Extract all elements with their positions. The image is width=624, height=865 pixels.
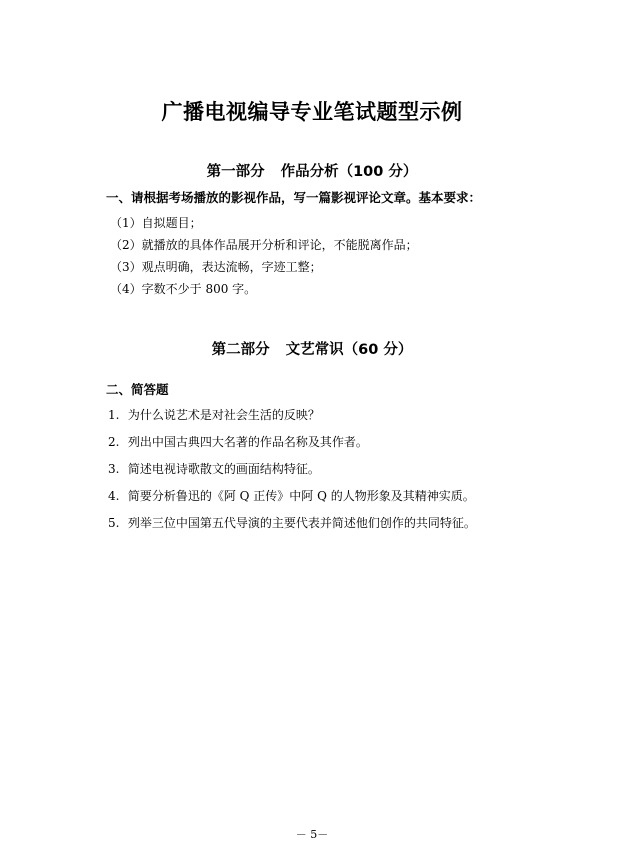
requirement-item: （2）就播放的具体作品展开分析和评论，不能脱离作品； (110, 238, 418, 252)
requirement-item: （3）观点明确，表达流畅，字迹工整； (110, 260, 322, 274)
requirement-item: （1）自拟题目； (110, 216, 202, 230)
requirement-item: （4）字数不少于 800 字。 (110, 282, 257, 296)
question-text: 列出中国古典四大名著的作品名称及其作者。 (127, 435, 368, 449)
part1-question-heading: 一、请根据考场播放的影视作品，写一篇影视评论文章。基本要求： (106, 190, 482, 205)
short-answer-item (108, 483, 476, 510)
part1-name: 作品分析（100 分） (280, 164, 418, 180)
part2-label: 第二部分 (211, 342, 270, 358)
question-number: 2. (108, 435, 120, 449)
requirements-list (110, 212, 418, 300)
part1-heading (0, 160, 624, 181)
document-title: 广播电视编导专业笔试题型示例 (161, 100, 463, 124)
question-number: 4. (108, 489, 120, 503)
question-number: 5. (108, 516, 120, 530)
question-number: 1. (108, 408, 120, 422)
question-text: 为什么说艺术是对社会生活的反映？ (127, 408, 320, 422)
short-answer-item (108, 429, 476, 456)
question-text: 简述电视诗歌散文的画面结构特征。 (127, 462, 320, 476)
question-text: 简要分析鲁迅的《阿 Q 正传》中阿 Q 的人物形象及其精神实质。 (127, 489, 475, 503)
part2-heading (0, 338, 624, 359)
part1-label: 第一部分 (206, 164, 265, 180)
short-answer-item (108, 456, 476, 483)
page-number: － 5－ (295, 828, 329, 841)
short-answer-list (108, 402, 476, 537)
part2-question-heading: 二、简答题 (106, 382, 169, 397)
short-answer-item (108, 402, 476, 429)
short-answer-item (108, 510, 476, 537)
question-text: 列举三位中国第五代导演的主要代表并简述他们创作的共同特征。 (127, 516, 476, 530)
question-number: 3. (108, 462, 120, 476)
part2-name: 文艺常识（60 分） (285, 342, 413, 358)
